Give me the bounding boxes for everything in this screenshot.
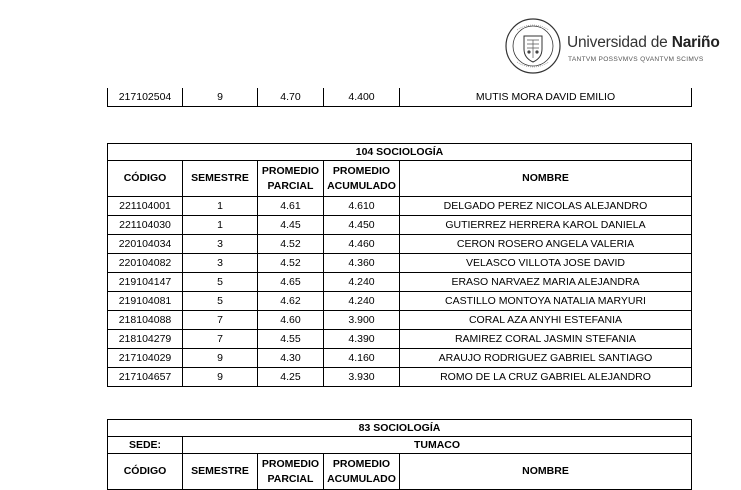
cell-parcial: 4.61 (258, 197, 324, 216)
cell-semestre: 7 (183, 311, 258, 330)
table-row (108, 330, 692, 349)
header-codigo: CÓDIGO (108, 454, 183, 490)
cell-codigo: 217102504 (108, 88, 183, 107)
column-header-row (108, 161, 692, 197)
cell-codigo: 218104088 (108, 311, 183, 330)
header-nombre: NOMBRE (400, 454, 692, 490)
university-name (567, 34, 720, 52)
table-title-row (108, 420, 692, 437)
cell-acumulado: 4.360 (324, 254, 400, 273)
table-title-row (108, 144, 692, 161)
header-text: PROMEDIO (332, 164, 391, 177)
cell-acumulado: 4.450 (324, 216, 400, 235)
sede-value: TUMACO (183, 437, 692, 454)
table-row (108, 197, 692, 216)
table-row (108, 88, 692, 107)
cell-nombre: CERON ROSERO ANGELA VALERIA (400, 235, 692, 254)
header-promedio-parcial (258, 454, 324, 490)
cell-parcial: 4.52 (258, 254, 324, 273)
cell-parcial: 4.25 (258, 368, 324, 387)
column-header-row (108, 454, 692, 490)
cell-parcial: 4.52 (258, 235, 324, 254)
table-row (108, 292, 692, 311)
cell-codigo: 219104081 (108, 292, 183, 311)
cell-nombre: DELGADO PEREZ NICOLAS ALEJANDRO (400, 197, 692, 216)
cell-codigo: 220104034 (108, 235, 183, 254)
cell-semestre: 3 (183, 235, 258, 254)
table-body (108, 197, 692, 387)
cell-acumulado: 4.390 (324, 330, 400, 349)
cell-parcial: 4.65 (258, 273, 324, 292)
cell-nombre: MUTIS MORA DAVID EMILIO (400, 88, 692, 107)
cell-semestre: 3 (183, 254, 258, 273)
top-table (107, 88, 692, 107)
university-name-bold: Nariño (671, 34, 720, 51)
header-text: ACUMULADO (327, 472, 396, 485)
cell-nombre: VELASCO VILLOTA JOSE DAVID (400, 254, 692, 273)
cell-nombre: ARAUJO RODRIGUEZ GABRIEL SANTIAGO (400, 349, 692, 368)
cell-nombre: RAMIREZ CORAL JASMIN STEFANIA (400, 330, 692, 349)
table-row (108, 216, 692, 235)
header-text: PARCIAL (267, 472, 314, 485)
sede-label: SEDE: (108, 437, 183, 454)
header-text: PROMEDIO (261, 457, 320, 470)
table-row (108, 311, 692, 330)
cell-semestre: 1 (183, 216, 258, 235)
header-text: PROMEDIO (261, 164, 320, 177)
cell-acumulado: 3.900 (324, 311, 400, 330)
cell-nombre: ROMO DE LA CRUZ GABRIEL ALEJANDRO (400, 368, 692, 387)
cell-nombre: CASTILLO MONTOYA NATALIA MARYURI (400, 292, 692, 311)
header-text: PARCIAL (267, 179, 314, 192)
cell-codigo: 218104279 (108, 330, 183, 349)
header-semestre: SEMESTRE (183, 161, 258, 197)
cell-codigo: 221104001 (108, 197, 183, 216)
cell-parcial: 4.55 (258, 330, 324, 349)
cell-codigo: 217104029 (108, 349, 183, 368)
cell-parcial: 4.30 (258, 349, 324, 368)
cell-acumulado: 4.240 (324, 273, 400, 292)
table-row (108, 254, 692, 273)
cell-parcial: 4.60 (258, 311, 324, 330)
table-title: 104 SOCIOLOGÍA (108, 144, 692, 161)
cell-acumulado: 4.400 (324, 88, 400, 107)
table-row (108, 235, 692, 254)
table-83-sociologia (107, 419, 692, 490)
table-104-sociologia (107, 143, 692, 387)
university-header (505, 18, 735, 78)
table-row (108, 349, 692, 368)
cell-semestre: 7 (183, 330, 258, 349)
cell-nombre: CORAL AZA ANYHI ESTEFANIA (400, 311, 692, 330)
university-name-prefix: Universidad de (567, 34, 672, 51)
cell-semestre: 9 (183, 349, 258, 368)
cell-acumulado: 4.610 (324, 197, 400, 216)
cell-acumulado: 4.240 (324, 292, 400, 311)
cell-semestre: 5 (183, 292, 258, 311)
header-text: PROMEDIO (332, 457, 391, 470)
sede-row (108, 437, 692, 454)
cell-semestre: 9 (183, 88, 258, 107)
cell-codigo: 217104657 (108, 368, 183, 387)
header-codigo: CÓDIGO (108, 161, 183, 197)
cell-codigo: 221104030 (108, 216, 183, 235)
cell-parcial: 4.45 (258, 216, 324, 235)
table-row (108, 273, 692, 292)
header-promedio-acumulado (324, 454, 400, 490)
cell-acumulado: 4.160 (324, 349, 400, 368)
cell-semestre: 1 (183, 197, 258, 216)
cell-parcial: 4.62 (258, 292, 324, 311)
cell-acumulado: 4.460 (324, 235, 400, 254)
university-seal-icon (505, 18, 561, 74)
cell-codigo: 220104082 (108, 254, 183, 273)
cell-nombre: GUTIERREZ HERRERA KAROL DANIELA (400, 216, 692, 235)
cell-nombre: ERASO NARVAEZ MARIA ALEJANDRA (400, 273, 692, 292)
cell-acumulado: 3.930 (324, 368, 400, 387)
header-promedio-parcial (258, 161, 324, 197)
table-title: 83 SOCIOLOGÍA (108, 420, 692, 437)
cell-semestre: 5 (183, 273, 258, 292)
header-semestre: SEMESTRE (183, 454, 258, 490)
header-nombre: NOMBRE (400, 161, 692, 197)
cell-parcial: 4.70 (258, 88, 324, 107)
header-promedio-acumulado (324, 161, 400, 197)
table-row (108, 368, 692, 387)
cell-codigo: 219104147 (108, 273, 183, 292)
header-text: ACUMULADO (327, 179, 396, 192)
cell-semestre: 9 (183, 368, 258, 387)
university-motto: TANTVM POSSVMVS QVANTVM SCIMVS (568, 56, 704, 63)
